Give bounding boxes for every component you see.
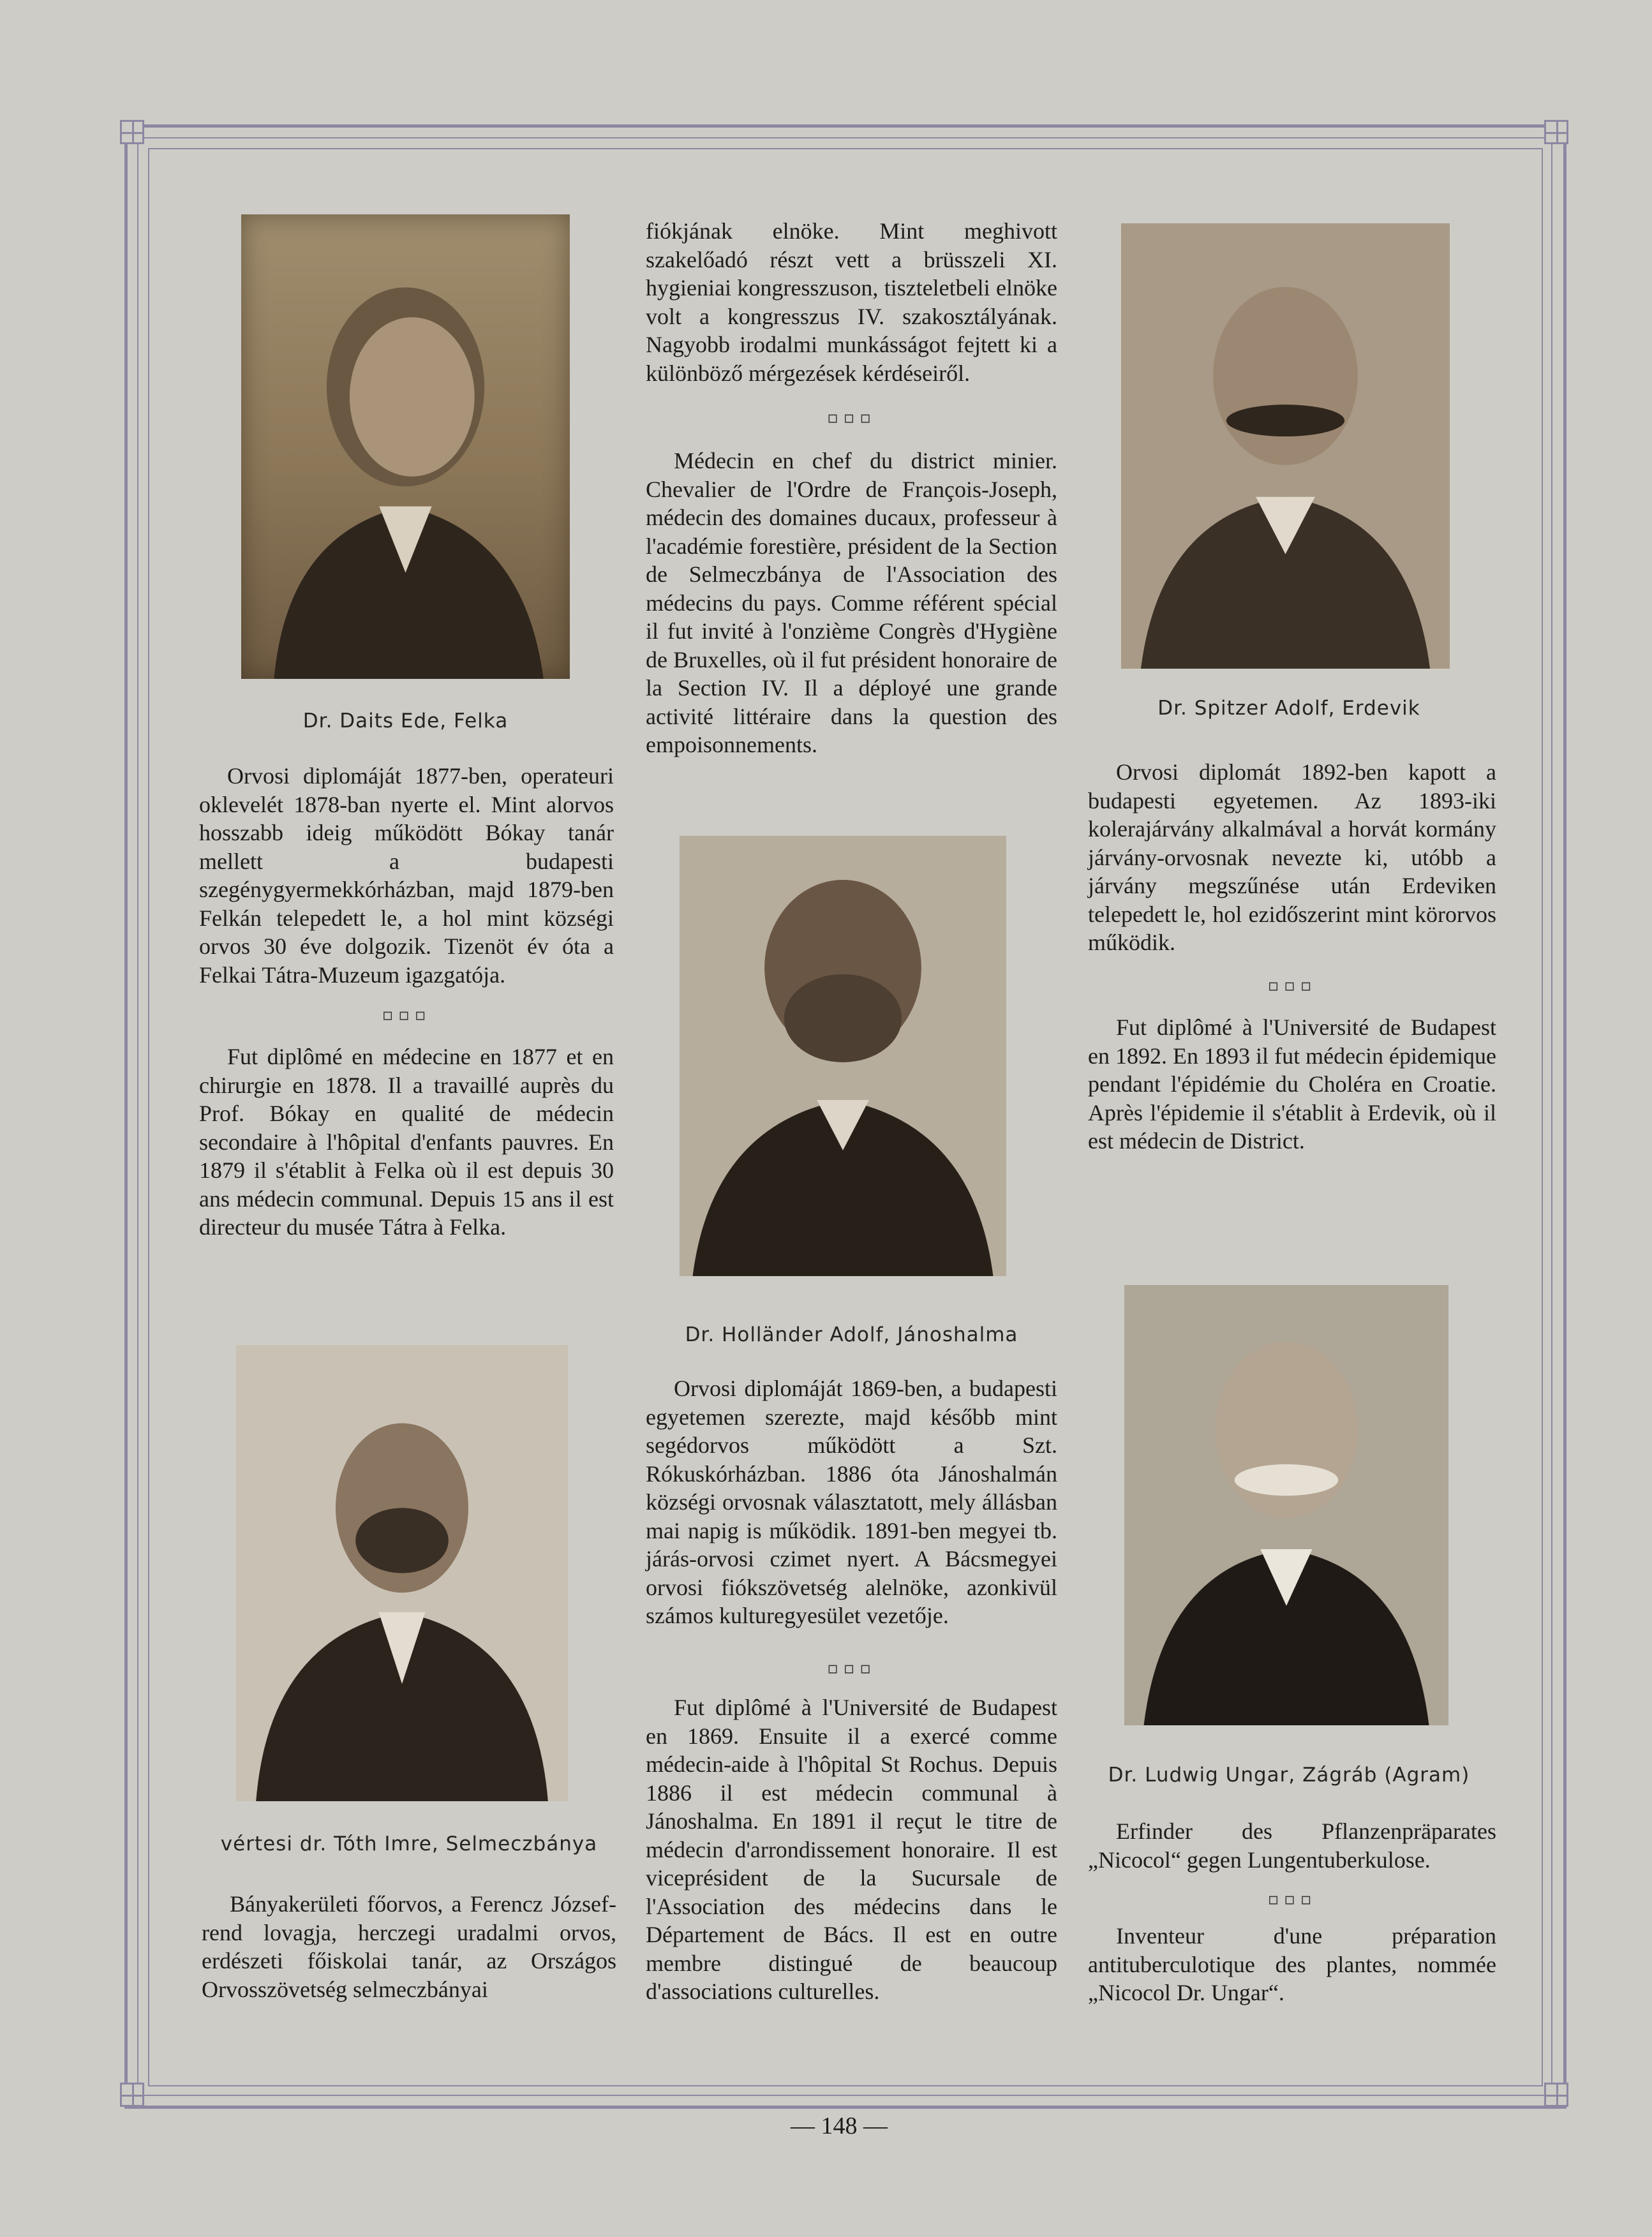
biography-french-toth: Médecin en chef du district minier. Chevalier de l'Ordre de François-Joseph, médecin des domaines ducaux, professeur à l'académie forestière, président de la Section de Selmeczbánya de l'Association des médecins du pays. Comme référent spécial il fut invité à l'onzième Congrès d'Hygiène de Bruxelles, où il fut président honoraire de la Section IV. Il a déployé une grande activité littéraire dans la question des empoisonnements.: [646, 448, 1057, 757]
portrait-caption-ungar: Dr. Ludwig Ungar, Zágráb (Agram): [1108, 1764, 1470, 1787]
biography-hungarian-hollander: Orvosi diplomáját 1869-ben, a budapesti egyetemen szerezte, majd később mint segédorvos működött a Szt. Rókuskórházban. 1886 óta Jánoshalmán községi orvosnak választatott, mely állásban mai napig is működik. 1891-ben megyei tb. járás-orvosi czimet nyert. A Bácsmegyei orvosi fiókszövetség alelnöke, azonkivül számos kulturegyesület vezetője.: [646, 1376, 1057, 1628]
portrait-caption-toth: vértesi dr. Tóth Imre, Selmeczbánya: [220, 1832, 598, 1855]
biography-hungarian-toth-continued: fiókjának elnöke. Mint meghivott szakelőadó részt vett a brüsszeli XI. hygieniai kongresszuson, tiszteletbeli elnöke volt a kongresszus IV. szakosztályának. Nagyobb irodalmi munkásságot fejtett ki a különböző mérgezések kérdéseiről.: [646, 218, 1057, 386]
portrait-photo-daits: [241, 214, 570, 679]
portrait-photo-hollander: [680, 836, 1006, 1276]
section-ornament: ▫▫▫: [827, 408, 876, 427]
biography-hungarian-daits: Orvosi diplomáját 1877-ben, operateuri oklevelét 1878-ban nyerte el. Mint alorvos hosszabb ideig működött Bókay tanár mellett a budapesti szegénygyermekkórházban, majd 1879-ben Felkán telepedett le, a hol mint községi orvos 30 éve dolgozik. Tizenöt év óta a Felkai Tátra-Muzeum igazgatója.: [199, 763, 614, 988]
section-ornament: ▫▫▫: [827, 1659, 876, 1678]
section-ornament: ▫▫▫: [1267, 976, 1317, 995]
portrait-caption-hollander: Dr. Holländer Adolf, Jánoshalma: [685, 1323, 1018, 1346]
page-number: — 148 —: [791, 2113, 888, 2139]
biography-french-hollander: Fut diplômé à l'Université de Budapest en 1869. Ensuite il a exercé comme médecin-aide à l'hôpital St Rochus. Depuis 1886 il est médecin communal à Jánoshalma. En 1891 il reçut le titre de médecin d'arrondissement honoraire. Il est viceprésident de la Sucursale de l'Association des médecins dans le Département de Bács. Il est en outre membre distingué de beaucoup d'associations culturelles.: [646, 1695, 1057, 2004]
biography-french-ungar: Inventeur d'une préparation antituberculotique des plantes, nommée „Nicocol Dr. Ungar“.: [1088, 1923, 1496, 2005]
corner-ornament: [1544, 120, 1568, 144]
portrait-caption-spitzer: Dr. Spitzer Adolf, Erdevik: [1157, 697, 1420, 720]
portrait-photo-spitzer: [1121, 223, 1450, 669]
corner-ornament: [120, 2083, 144, 2107]
corner-ornament: [1544, 2083, 1568, 2107]
biography-french-daits: Fut diplômé en médecine en 1877 et en chirurgie en 1878. Il a travaillé auprès du Prof. Bókay en qualité de médecin secondaire à l'hôpital d'enfants pauvres. En 1879 il s'établit à Felka où il est depuis 30 ans médecin communal. Depuis 15 ans il est directeur du musée Tátra à Felka.: [199, 1044, 614, 1240]
biography-hungarian-spitzer: Orvosi diplomát 1892-ben kapott a budapesti egyetemen. Az 1893-iki kolerajárvány alkalmával a horvát kormány járvány-orvosnak nevezte ki, utóbb a járvány megszűnése után Erdeviken telepedett le, hol ezidőszerint mint körorvos működik.: [1088, 759, 1496, 955]
portrait-photo-ungar: [1124, 1285, 1448, 1725]
biography-german-ungar: Erfinder des Pflanzenpräparates „Nicocol“ gegen Lungentuberkulose.: [1088, 1818, 1496, 1873]
biography-hungarian-toth-start: Bányakerületi főorvos, a Ferencz József-rend lovagja, herczegi uradalmi orvos, erdészeti főiskolai tanár, az Országos Orvosszövetség selmeczbányai: [202, 1891, 616, 2002]
portrait-caption-daits: Dr. Daits Ede, Felka: [302, 710, 509, 732]
portrait-photo-toth: [236, 1345, 568, 1801]
biography-french-spitzer: Fut diplômé à l'Université de Budapest en 1892. En 1893 il fut médecin épidemique pendant l'épidémie du Choléra en Croatie. Après l'épidemie il s'établit à Erdevik, où il est médecin de District.: [1088, 1014, 1496, 1154]
section-ornament: ▫▫▫: [1267, 1890, 1317, 1909]
corner-ornament: [120, 120, 144, 144]
section-ornament: ▫▫▫: [382, 1006, 431, 1025]
